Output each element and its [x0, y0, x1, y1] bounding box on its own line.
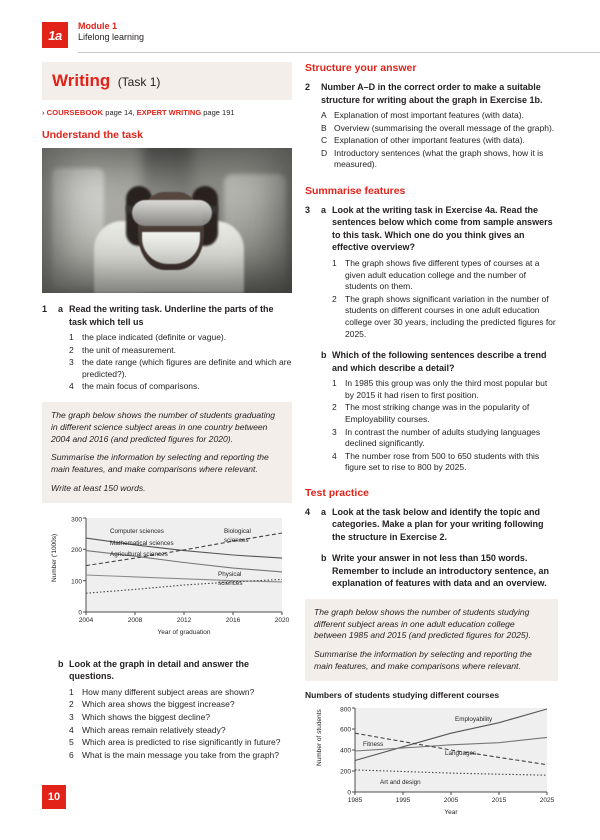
list-item — [321, 110, 558, 122]
exercise-4a-stem: Look at the task below and identify the topic and categories. Make a plan for your writing following the structure in Exercise 2. — [332, 506, 544, 542]
laboratory-photo — [42, 148, 292, 293]
writing-task-box-1 — [42, 402, 292, 503]
series-label-languages: Languages — [445, 749, 477, 757]
list-item — [69, 699, 292, 711]
left-column — [42, 62, 292, 770]
coursebook-page: page 14, — [105, 108, 135, 117]
svg-text:400: 400 — [340, 747, 351, 755]
list-item — [332, 258, 558, 293]
item-marker: C — [321, 135, 328, 146]
section-structure-answer: Structure your answer — [305, 62, 417, 74]
exercise-3a-letter: a — [321, 204, 327, 215]
item-text: The graph shows five different types of courses at a given adult education college and the number of students on them. — [345, 257, 540, 292]
series-label-physical: Physical — [218, 570, 242, 578]
series-label-art: Art and design — [380, 778, 421, 786]
module-subtitle: Lifelong learning — [78, 32, 145, 42]
header-divider — [78, 52, 600, 53]
item-text: How many different subject areas are shown? — [82, 686, 255, 697]
item-text: the main focus of comparisons. — [82, 381, 200, 392]
exercise-2-stem: Number A–D in the correct order to make a suitable structure for writing about the graph in Exercise 1b. — [321, 82, 543, 105]
exercise-4-number: 4 — [305, 506, 311, 517]
item-text: In 1985 this group was only the third most popular but by 2015 it had risen to first position. — [345, 378, 548, 400]
exercise-4a-letter: a — [321, 506, 327, 517]
svg-text:2015: 2015 — [491, 796, 507, 804]
svg-text:2025: 2025 — [539, 796, 555, 804]
list-item — [69, 750, 292, 762]
list-item — [69, 381, 292, 393]
page-header — [42, 22, 562, 56]
series-label-physical2: sciences — [218, 579, 243, 587]
item-text: the place indicated (definite or vague). — [82, 332, 227, 342]
task-text: Summarise the information by selecting and reporting the main features, and make comparisons where relevant. — [314, 649, 532, 672]
svg-text:2005: 2005 — [443, 796, 459, 804]
exercise-4b-letter: b — [321, 553, 327, 564]
item-text: Explanation of most important features (with data). — [334, 110, 524, 120]
item-text: The graph shows significant variation in the number of students on different courses in one adult education college over 30 years, including the predicted figures for 2025. — [345, 293, 556, 339]
item-text: Explanation of other important features (with data). — [334, 135, 525, 146]
exercise-3a-items — [332, 258, 558, 340]
exercise-3a-stem: Look at the writing task in Exercise 4a. Read the sentences below which come from sample answers to this task. Which one do you think gives an effective overview? — [332, 204, 553, 253]
list-item — [69, 345, 292, 357]
item-marker: 1 — [69, 686, 74, 697]
list-item — [69, 332, 292, 344]
item-text: What is the main message you take from the graph? — [82, 749, 280, 760]
item-text: the date range (which figures are definite and which are predicted?). — [82, 357, 292, 379]
arrow-icon: › — [42, 108, 45, 117]
exercise-3b-items — [332, 378, 558, 474]
page-number: 10 — [42, 785, 66, 809]
item-marker: 2 — [69, 699, 74, 710]
writing-task-label: (Task 1) — [117, 75, 161, 89]
item-marker: 3 — [332, 426, 337, 437]
svg-text:300: 300 — [71, 516, 82, 524]
item-marker: 3 — [69, 357, 74, 368]
svg-text:0: 0 — [347, 789, 351, 797]
list-item — [332, 402, 558, 425]
cross-reference — [42, 108, 292, 118]
exercise-4b-stem: Write your answer in not less than 150 words. Remember to include an introductory sentence, an explanation of features with data and an overview. — [332, 553, 550, 589]
item-marker: B — [321, 122, 327, 133]
exercise-3a — [305, 204, 558, 340]
svg-text:2004: 2004 — [78, 616, 94, 624]
exercise-1b-letter: b — [58, 658, 64, 669]
item-marker: 2 — [332, 293, 337, 304]
chart-graduates-svg — [42, 512, 292, 644]
item-text: Which area shows the biggest increase? — [82, 699, 235, 710]
item-marker: 4 — [69, 381, 74, 392]
right-column — [305, 62, 558, 840]
item-text: Which areas remain relatively steady? — [82, 724, 226, 735]
svg-text:Year: Year — [444, 808, 458, 816]
item-text: Which area is predicted to rise significantly in future? — [82, 737, 281, 748]
task-text: Summarise the information by selecting and reporting the main features, and make comparisons where relevant. — [51, 452, 269, 475]
series-label-biological: Biological — [224, 527, 251, 535]
section-summarise-features: Summarise features — [305, 184, 406, 197]
list-item — [332, 451, 558, 474]
list-item — [69, 737, 292, 749]
section-test-practice: Test practice — [305, 486, 369, 499]
coursebook-label: COURSEBOOK — [46, 108, 104, 117]
item-marker: 1 — [69, 332, 74, 342]
svg-text:200: 200 — [340, 768, 351, 776]
svg-text:2012: 2012 — [176, 616, 192, 624]
item-marker: A — [321, 110, 327, 120]
list-item — [321, 135, 558, 147]
exercise-2-items — [321, 110, 558, 171]
item-marker: 2 — [332, 402, 337, 413]
chart-graduates — [42, 512, 292, 649]
item-text: In contrast the number of adults studying languages declined significantly. — [345, 426, 541, 449]
svg-text:2008: 2008 — [127, 616, 143, 624]
exercise-1a-letter: a — [58, 304, 64, 314]
svg-text:0: 0 — [78, 609, 82, 617]
svg-text:2016: 2016 — [225, 616, 241, 624]
task-text: The graph below shows the number of students studying different subject areas in one adult education college between 1985 and 2015 (and predicted figures for 2025). — [314, 606, 531, 641]
chart-courses-title: Numbers of students studying different courses — [305, 689, 500, 700]
expert-writing-page: page 191 — [203, 108, 235, 117]
item-marker: 2 — [69, 344, 74, 355]
series-label-fitness: Fitness — [363, 740, 384, 748]
exercise-4b — [305, 552, 558, 590]
series-label-computer: Computer sciences — [110, 527, 164, 535]
item-marker: 4 — [69, 724, 74, 735]
series-label-biological2: sciences — [224, 536, 249, 544]
writing-task-box-2 — [305, 599, 558, 681]
svg-text:1995: 1995 — [395, 796, 411, 804]
exercise-1a-stem: Read the writing task. Underline the parts of the task which tell us — [69, 304, 274, 327]
svg-text:200: 200 — [71, 546, 82, 554]
item-text: Introductory sentences (what the graph shows, how it is measured). — [334, 147, 544, 170]
svg-text:800: 800 — [340, 706, 351, 714]
item-marker: 1 — [332, 378, 337, 389]
svg-text:2020: 2020 — [274, 616, 290, 624]
list-item — [69, 687, 292, 699]
list-item — [332, 378, 558, 401]
item-marker: 4 — [332, 450, 337, 461]
svg-text:Number ('1000s): Number ('1000s) — [51, 533, 58, 582]
list-item — [321, 123, 558, 135]
item-text: Which shows the biggest decline? — [82, 711, 211, 722]
exercise-3b-letter: b — [321, 350, 327, 361]
item-marker: 5 — [69, 737, 74, 748]
exercise-2 — [305, 81, 558, 171]
exercise-2-number: 2 — [305, 82, 311, 92]
module-title: Module 1 — [78, 21, 118, 31]
module-badge: 1a — [42, 22, 68, 48]
svg-text:1985: 1985 — [347, 796, 363, 804]
list-item — [332, 294, 558, 340]
series-label-mathematical: Mathematical sciences — [110, 539, 174, 547]
svg-text:100: 100 — [71, 578, 82, 586]
svg-text:600: 600 — [340, 726, 351, 734]
item-text: Overview (summarising the overall message of the graph). — [334, 122, 555, 133]
module-heading — [78, 21, 144, 43]
item-text: The number rose from 500 to 650 students with this figure set to rise to 800 by 2025. — [345, 450, 540, 473]
writing-banner — [42, 62, 292, 100]
item-text: the unit of measurement. — [82, 344, 177, 355]
series-label-agricultural: Agricultural sciences — [110, 550, 168, 558]
item-marker: 3 — [69, 711, 74, 722]
exercise-1b-stem: Look at the graph in detail and answer the questions. — [69, 658, 250, 682]
item-marker: 1 — [332, 257, 337, 268]
writing-title: Writing — [52, 71, 111, 90]
exercise-1b — [42, 658, 292, 762]
chart-courses — [305, 690, 558, 831]
exercise-1b-items — [69, 687, 292, 762]
list-item — [332, 427, 558, 450]
section-understand-task: Understand the task — [42, 129, 143, 141]
list-item — [321, 148, 558, 171]
exercise-1a-items — [69, 332, 292, 393]
svg-text:Year of graduation: Year of graduation — [157, 628, 211, 636]
exercise-3b — [305, 349, 558, 474]
exercise-3-number: 3 — [305, 204, 311, 215]
task-text: Write at least 150 words. — [51, 482, 146, 493]
task-text: The graph below shows the number of students graduating in different science subject areas in one country between 2004 and 2016 (and predicted figures for 2020). — [51, 409, 276, 444]
exercise-1a — [42, 303, 292, 393]
chart-courses-svg — [305, 704, 558, 826]
series-label-employability: Employability — [455, 715, 493, 723]
list-item — [69, 725, 292, 737]
list-item — [69, 712, 292, 724]
exercise-4a — [305, 506, 558, 544]
list-item — [69, 357, 292, 380]
exercise-1-number: 1 — [42, 304, 48, 314]
item-marker: 6 — [69, 749, 74, 760]
item-marker: D — [321, 147, 328, 158]
exercise-3b-stem: Which of the following sentences describe a trend and which describe a detail? — [332, 350, 547, 373]
item-text: The most striking change was in the popularity of Employability courses. — [345, 402, 530, 424]
expert-writing-label: EXPERT WRITING — [136, 108, 202, 117]
svg-text:Number of students: Number of students — [316, 709, 323, 766]
